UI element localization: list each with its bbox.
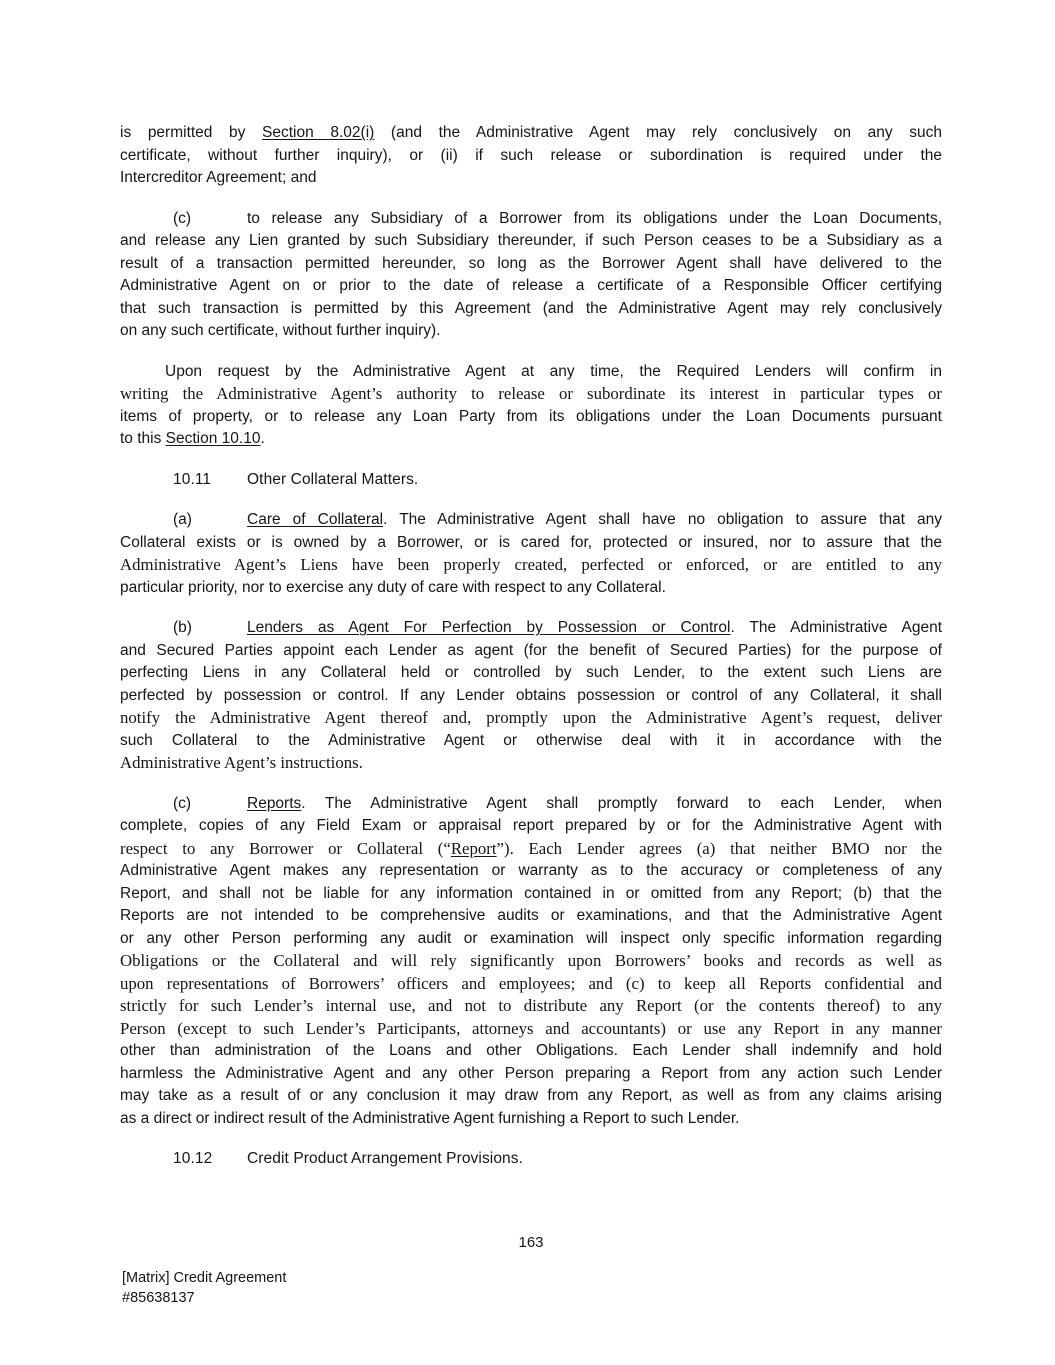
text-line	[120, 320, 942, 343]
text-segment: result of a transaction permitted hereunder, so long as the Borrower Agent shall have delivered to the	[120, 254, 942, 272]
text-line	[120, 950, 942, 973]
text-line	[120, 1108, 942, 1131]
text-segment: Credit Product Arrangement Provisions.	[247, 1150, 524, 1167]
text-line	[120, 532, 942, 555]
text-line	[120, 1018, 942, 1041]
text-segment: as a direct or indirect result of the Administrative Agent furnishing a Report to such Lender.	[120, 1109, 740, 1127]
text-line	[120, 383, 942, 406]
text-line	[120, 752, 942, 775]
document-footer	[122, 1268, 286, 1308]
text-line	[120, 1148, 942, 1171]
paragraph	[120, 361, 942, 451]
text-segment: on any such certificate, without further inquiry).	[120, 322, 441, 339]
text-segment: to this	[120, 430, 166, 447]
text-segment: certificate, without further inquiry), or (ii) if such release or subordination is required under the	[120, 146, 942, 164]
text-line	[120, 1040, 942, 1063]
text-segment: upon representations of Borrowers’ officers and employees; and (c) to keep all Reports confidential and	[120, 973, 942, 993]
document-body	[120, 122, 942, 1189]
text-segment: complete, copies of any Field Exam or appraisal report prepared by or for the Administrative Agent with	[120, 817, 942, 834]
text-segment: . The Administrative Agent shall have no obligation to assure that any	[383, 511, 943, 528]
footer-doc-title: [Matrix] Credit Agreement	[122, 1270, 287, 1286]
text-line	[120, 253, 942, 276]
text-segment: Intercreditor Agreement; and	[120, 169, 317, 186]
text-segment: harmless the Administrative Agent and any other Person preparing a Report from any action such Lender	[120, 1064, 942, 1082]
text-segment: such Collateral to the Administrative Agent or otherwise deal with it in accordance with the	[120, 731, 942, 749]
list-label: (c)	[173, 794, 192, 812]
text-segment: perfected by possession or control. If any Lender obtains possession or control of any Collateral, it shall	[120, 686, 942, 704]
text-line	[120, 361, 942, 384]
text-segment: (and the Administrative Agent may rely conclusively on any such	[374, 124, 942, 141]
text-segment: writing the Administrative Agent’s authority to release or subordinate its interest in particular types or	[120, 384, 942, 403]
text-segment: may take as a result of or any conclusion it may draw from any Report, as well as from any claims arising	[120, 1087, 942, 1104]
underlined-text: Section 8.02(i)	[262, 124, 375, 141]
text-line	[120, 1085, 942, 1108]
text-line	[120, 838, 942, 861]
text-segment: Report, and shall not be liable for any information contained in or omitted from any Report; (b) that the	[120, 884, 942, 902]
text-line	[120, 685, 942, 708]
text-line	[120, 883, 942, 906]
text-segment: other than administration of the Loans and other Obligations. Each Lender shall indemnify and hold	[120, 1042, 942, 1059]
text-line	[120, 145, 942, 168]
text-segment: Reports are not intended to be comprehensive audits or examinations, and that the Administrative Agent	[120, 907, 942, 924]
text-line	[120, 662, 942, 685]
text-line	[120, 122, 942, 145]
section-heading	[120, 1148, 942, 1171]
list-label: (a)	[173, 511, 192, 528]
text-segment: . The Administrative Agent	[730, 619, 943, 636]
text-line	[120, 640, 942, 663]
text-segment: Obligations or the Collateral and will rely significantly upon Borrowers’ books and records as well as	[120, 951, 942, 970]
text-segment: Administrative Agent’s instructions.	[120, 753, 363, 772]
list-label: (c)	[173, 209, 192, 227]
paragraph	[120, 122, 942, 190]
text-segment: Administrative Agent on or prior to the date of release a certificate of a Responsible Officer certifying	[120, 277, 942, 294]
text-line	[120, 995, 942, 1018]
underlined-text: Section 10.10	[165, 430, 261, 447]
underlined-text: Report	[450, 838, 497, 858]
text-segment: ”). Each Lender agrees (a) that neither BMO nor the	[496, 838, 942, 858]
text-segment: . The Administrative Agent shall promptly forward to each Lender, when	[301, 794, 942, 812]
text-line	[120, 406, 942, 429]
text-line	[120, 275, 942, 298]
text-line	[120, 167, 942, 190]
text-segment: Person (except to such Lender’s Participants, attorneys and accountants) or use any Report in any manner	[120, 1018, 942, 1038]
text-line	[120, 577, 942, 600]
footer-doc-id: #85638137	[122, 1290, 195, 1306]
text-line	[120, 707, 942, 730]
text-segment: respect to any Borrower or Collateral (“	[120, 838, 451, 858]
text-segment: and release any Lien granted by such Subsidiary thereunder, if such Person ceases to be a Subsidiary as a	[120, 232, 942, 249]
text-segment: Administrative Agent makes any representation or warranty as to the accuracy or completeness of any	[120, 862, 942, 879]
text-line	[120, 230, 942, 253]
text-line	[120, 928, 942, 951]
underlined-text: Reports	[247, 794, 302, 812]
section-heading	[120, 469, 942, 492]
text-line	[120, 298, 942, 321]
text-segment: .	[260, 430, 265, 447]
text-segment: that such transaction is permitted by this Agreement (and the Administrative Agent may rely conclusively	[120, 299, 942, 317]
paragraph	[120, 793, 942, 1131]
text-line	[120, 469, 942, 492]
text-line	[120, 905, 942, 928]
text-line	[120, 208, 942, 231]
underlined-text: Care of Collateral	[247, 511, 384, 528]
text-line	[120, 730, 942, 753]
text-segment: to release any Subsidiary of a Borrower from its obligations under the Loan Documents,	[247, 209, 942, 227]
text-line	[120, 815, 942, 838]
text-segment: strictly for such Lender’s internal use, and not to distribute any Report (or the contents thereof) to any	[120, 996, 942, 1015]
paragraph	[120, 509, 942, 599]
text-segment: Other Collateral Matters.	[247, 470, 419, 488]
text-segment: particular priority, nor to exercise any duty of care with respect to any Collateral.	[120, 578, 666, 596]
list-label: 10.12	[173, 1150, 213, 1167]
text-segment: and Secured Parties appoint each Lender as agent (for the benefit of Secured Parties) for the purpose of	[120, 641, 942, 659]
paragraph	[120, 208, 942, 343]
text-line	[120, 793, 942, 816]
text-segment: Collateral exists or is owned by a Borrower, or is cared for, protected or insured, nor to assure that the	[120, 533, 942, 551]
text-segment: perfecting Liens in any Collateral held or controlled by such Lender, to the extent such Liens are	[120, 664, 942, 681]
page-number: 163	[518, 1234, 544, 1251]
paragraph	[120, 617, 942, 775]
text-segment: items of property, or to release any Loan Party from its obligations under the Loan Documents pursuant	[120, 407, 942, 425]
text-segment: notify the Administrative Agent thereof and, promptly upon the Administrative Agent’s request, deliver	[120, 708, 942, 727]
underlined-text: Lenders as Agent For Perfection by Possession or Control	[247, 619, 731, 636]
text-segment: Administrative Agent’s Liens have been properly created, perfected or enforced, or are entitled to any	[120, 555, 942, 574]
text-line	[120, 617, 942, 640]
text-line	[120, 428, 942, 451]
list-label: (b)	[173, 619, 192, 636]
text-segment: or any other Person performing any audit or examination will inspect only specific information regarding	[120, 929, 942, 947]
text-line	[120, 509, 942, 532]
list-label: 10.11	[173, 470, 212, 488]
text-line	[120, 1063, 942, 1086]
text-segment: is permitted by	[120, 124, 263, 141]
text-line	[120, 860, 942, 883]
text-line	[120, 554, 942, 577]
text-line	[120, 973, 942, 996]
text-segment: Upon request by the Administrative Agent at any time, the Required Lenders will confirm in	[165, 362, 942, 380]
